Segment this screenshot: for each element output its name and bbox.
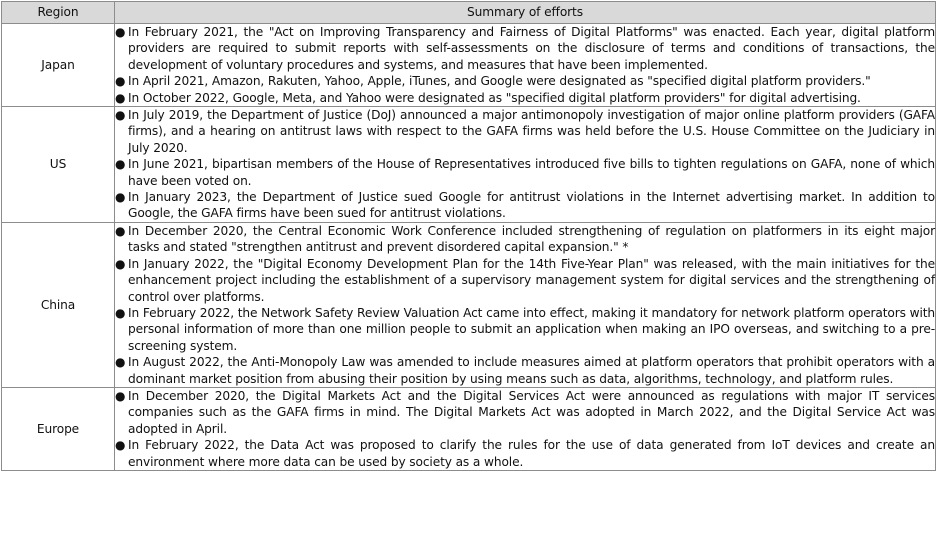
summary-cell-china [115, 222, 936, 387]
bullet-icon: ● [115, 74, 126, 89]
bullet-icon: ● [115, 305, 126, 320]
region-cell-europe: Europe [2, 387, 115, 470]
list-item [115, 107, 935, 156]
list-item [115, 73, 935, 89]
efforts-table [1, 1, 936, 471]
list-item [115, 156, 935, 189]
bullet-icon: ● [115, 355, 126, 370]
bullet-icon: ● [115, 388, 126, 403]
row-japan [2, 24, 936, 107]
item-text: In January 2022, the "Digital Economy Development Plan for the 14th Five-Year Plan" was released, with the main initiatives for the enhancement project including the establishment of a supervisory management system for digital services and the strengthening of control over platforms. [128, 256, 935, 304]
row-europe [2, 387, 936, 470]
row-us [2, 107, 936, 223]
header-summary: Summary of efforts [115, 2, 936, 24]
item-text: In February 2021, the "Act on Improving Transparency and Fairness of Digital Platforms" was enacted. Each year, digital platform providers are required to submit reports with self-assessments on the disclosure of terms and conditions of transactions, the development of voluntary procedures and systems, and measures that have been implemented. [128, 25, 935, 72]
item-text: In December 2020, the Digital Markets Act and the Digital Services Act were announced as regulations with major IT services companies such as the GAFA firms in mind. The Digital Markets Act was adopted in March 2022, and the Digital Service Act was adopted in April. [128, 388, 935, 436]
list-item [115, 223, 935, 256]
row-china [2, 222, 936, 387]
list-item [115, 388, 935, 437]
summary-cell-us [115, 107, 936, 223]
bullet-icon: ● [115, 25, 126, 39]
region-cell-us: US [2, 107, 115, 223]
item-text: In January 2023, the Department of Justice sued Google for antitrust violations in the Internet advertising market. In addition to Google, the GAFA firms have been sued for antitrust violations. [128, 190, 935, 221]
summary-cell-europe [115, 387, 936, 470]
region-cell-china: China [2, 222, 115, 387]
summary-list-europe [115, 388, 935, 470]
item-text: In June 2021, bipartisan members of the House of Representatives introduced five bills to tighten regulations on GAFA, none of which have been voted on. [128, 157, 935, 188]
bullet-icon: ● [115, 190, 126, 205]
item-text: In February 2022, the Data Act was proposed to clarify the rules for the use of data generated from IoT devices and create an environment where more data can be used by society as a whole. [128, 438, 935, 469]
item-text: In December 2020, the Central Economic Work Conference included strengthening of regulation on platformers in its eight major tasks and stated "strengthen antitrust and prevent disordered capital expansion." * [128, 223, 935, 255]
list-item [115, 437, 935, 470]
list-item [115, 24, 935, 73]
item-text: In August 2022, the Anti-Monopoly Law was amended to include measures aimed at platform operators that prohibit operators with a dominant market position from abusing their position by using means such as data, algorithms, technology, and platform rules. [128, 355, 935, 386]
summary-list-japan [115, 24, 935, 106]
list-item [115, 90, 935, 106]
list-item [115, 354, 935, 387]
header-row [2, 2, 936, 24]
bullet-icon: ● [115, 108, 126, 123]
item-text: In February 2022, the Network Safety Review Valuation Act came into effect, making it mandatory for network platform operators with personal information of more than one million people to submit an application when making an IPO overseas, and switching to a pre-screening system. [128, 305, 935, 353]
item-text: In April 2021, Amazon, Rakuten, Yahoo, Apple, iTunes, and Google were designated as "specified digital platform providers." [128, 74, 871, 89]
list-item [115, 305, 935, 354]
bullet-icon: ● [115, 157, 126, 172]
summary-cell-japan [115, 24, 936, 107]
header-region: Region [2, 2, 115, 24]
bullet-icon: ● [115, 90, 126, 105]
region-cell-japan: Japan [2, 24, 115, 107]
bullet-icon: ● [115, 256, 126, 271]
list-item [115, 189, 935, 222]
item-text: In July 2019, the Department of Justice (DoJ) announced a major antimonopoly investigation of major online platform providers (GAFA firms), and a hearing on antitrust laws with respect to the GAFA firms was held before the U.S. House Committee on the Judiciary in July 2020. [128, 108, 935, 155]
list-item [115, 256, 935, 305]
item-text: In October 2022, Google, Meta, and Yahoo were designated as "specified digital platform providers" for digital advertising. [128, 90, 861, 105]
bullet-icon: ● [115, 438, 126, 453]
summary-list-us [115, 107, 935, 222]
bullet-icon: ● [115, 223, 126, 238]
summary-list-china [115, 223, 935, 387]
